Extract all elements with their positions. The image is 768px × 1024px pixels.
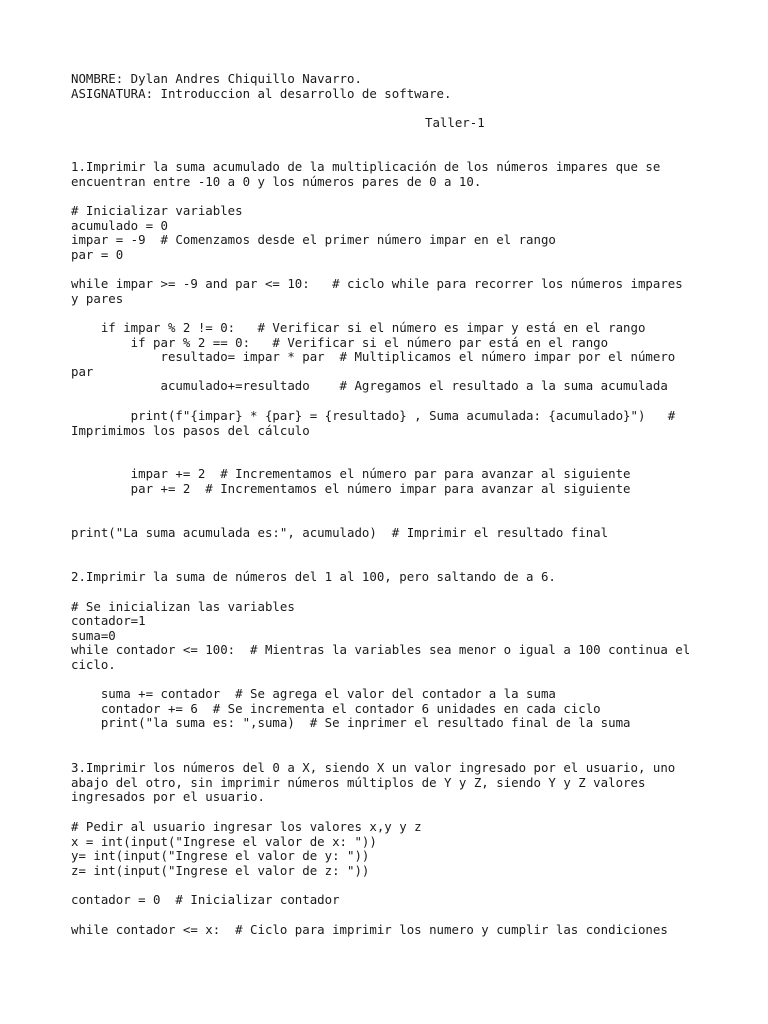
code-line: contador=1: [71, 613, 146, 628]
code-line: while contador <= x: # Ciclo para imprimir los numero y cumplir las condiciones: [71, 922, 668, 937]
code-line: contador += 6 # Se incrementa el contador 6 unidades en cada ciclo: [71, 700, 601, 716]
code-line: acumulado = 0: [71, 217, 168, 233]
code-line: acumulado+=resultado # Agregamos el resultado a la suma acumulada: [71, 378, 668, 393]
exercise-2-statement-line: 2.Imprimir la suma de números del 1 al 100, pero saltando de a 6.: [71, 569, 556, 584]
code-line: impar += 2 # Incrementamos el número par para avanzar al siguiente: [71, 466, 631, 481]
code-line: ciclo.: [71, 656, 116, 672]
exercise-1-statement-line: encuentran entre -10 a 0 y los números pares de 0 a 10.: [71, 173, 482, 189]
code-line: print("La suma acumulada es:", acumulado) # Imprimir el resultado final: [71, 525, 609, 540]
code-line: if impar % 2 != 0: # Verificar si el número es impar y está en el rango: [71, 320, 646, 335]
student-name: NOMBRE: Dylan Andres Chiquillo Navarro.: [71, 71, 362, 86]
code-line: resultado= impar * par # Multiplicamos el número impar por el número: [71, 349, 676, 364]
code-line: print("la suma es: ",suma) # Se inprimer el resultado final de la suma: [71, 715, 631, 730]
code-line: y pares: [71, 290, 124, 306]
code-line: # Inicializar variables: [71, 203, 243, 218]
code-line: suma=0: [71, 627, 116, 643]
code-line: par: [71, 363, 94, 379]
code-line: suma += contador # Se agrega el valor del contador a la suma: [71, 686, 556, 701]
code-line: # Pedir al usuario ingresar los valores x,y y z: [71, 819, 422, 834]
subject-line: ASIGNATURA: Introduccion al desarrollo de software.: [71, 85, 452, 101]
exercise-1-statement-line: 1.Imprimir la suma acumulado de la multiplicación de los números impares que se: [71, 159, 661, 174]
code-line: x = int(input("Ingrese el valor de x: ")): [71, 833, 377, 849]
code-line: print(f"{impar} * {par} = {resultado} , Suma acumulada: {acumulado}") #: [71, 408, 676, 423]
code-line: y= int(input("Ingrese el valor de y: ")): [71, 848, 370, 863]
code-line: while contador <= 100: # Mientras la variables sea menor o igual a 100 continua el: [71, 642, 691, 657]
exercise-3-statement-line: ingresados por el usuario.: [71, 789, 265, 804]
code-line: par = 0: [71, 246, 124, 262]
exercise-3-statement-line: 3.Imprimir los números del 0 a X, siendo X un valor ingresado por el usuario, uno: [71, 760, 676, 775]
document-title: Taller-1: [425, 115, 485, 130]
code-line: impar = -9 # Comenzamos desde el primer número impar en el rango: [71, 232, 556, 247]
exercise-3-statement-line: abajo del otro, sin imprimir números múltiplos de Y y Z, siendo Y y Z valores: [71, 774, 646, 790]
code-line: contador = 0 # Inicializar contador: [71, 892, 340, 907]
code-line: par += 2 # Incrementamos el número impar para avanzar al siguiente: [71, 480, 631, 496]
code-line: # Se inicializan las variables: [71, 598, 295, 614]
code-line: while impar >= -9 and par <= 10: # ciclo while para recorrer los números impares: [71, 276, 683, 291]
code-line: z= int(input("Ingrese el valor de z: ")): [71, 862, 370, 878]
code-line: if par % 2 == 0: # Verificar si el número par está en el rango: [71, 334, 609, 350]
code-line: Imprimimos los pasos del cálculo: [71, 422, 310, 438]
